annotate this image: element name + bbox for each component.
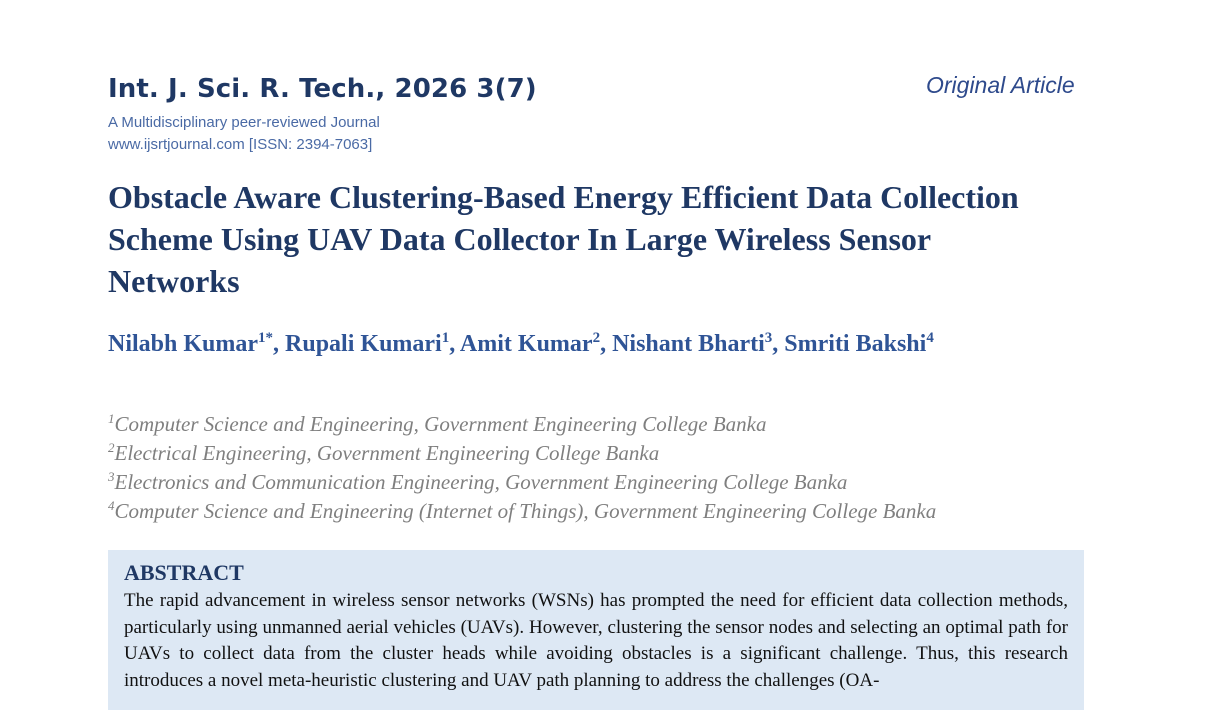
affiliation-text: Electrical Engineering, Government Engineering College Banka [114, 441, 660, 465]
author-separator: , [772, 331, 785, 357]
author-name: Nishant Bharti [612, 331, 765, 357]
author [784, 331, 934, 357]
author-affil-mark: 1 [441, 330, 450, 346]
author [285, 331, 460, 357]
author [460, 331, 612, 357]
author [108, 331, 285, 357]
affiliation-text: Computer Science and Engineering, Government Engineering College Banka [114, 412, 767, 436]
affiliation-text: Electronics and Communication Engineering, Government Engineering College Banka [114, 470, 848, 494]
affiliation-mark: 4 [108, 498, 115, 513]
article-type: Original Article [926, 72, 1075, 98]
affiliation [108, 410, 936, 439]
abstract-text: The rapid advancement in wireless sensor networks (WSNs) has prompted the need for efficient data collection methods, particularly using unmanned aerial vehicles (UAVs). However, clustering the sensor nodes and selecting an optimal path for UAVs to collect data from the cluster heads while avoiding obstacles is a significant challenge. Thus, this research introduces a novel meta-heuristic clustering and UAV path planning to address the challenges (OA- [124, 590, 1068, 691]
author-name: Smriti Bakshi [784, 331, 927, 357]
affiliation-mark: 3 [108, 469, 115, 484]
affiliation-mark: 1 [108, 411, 115, 426]
affiliation-text: Computer Science and Engineering (Internet of Things), Government Engineering College Banka [114, 499, 937, 523]
affiliation [108, 497, 936, 526]
affiliation-list [108, 410, 936, 526]
author-affil-mark: 3 [764, 330, 773, 346]
paper-title: Obstacle Aware Clustering-Based Energy Efficient Data Collection Scheme Using UAV Data Collector In Large Wireless Sensor Networks [108, 179, 1019, 299]
affiliation [108, 468, 936, 497]
journal-website: www.ijsrtjournal.com [ISSN: 2394-7063] [108, 136, 373, 153]
author-separator: , [449, 331, 460, 357]
affiliation-mark: 2 [108, 440, 115, 455]
abstract-section [108, 550, 1084, 710]
author-name: Nilabh Kumar [108, 331, 259, 357]
author-name: Rupali Kumari [285, 331, 442, 357]
author-name: Amit Kumar [459, 331, 593, 357]
author-affil-mark: 1* [258, 330, 274, 346]
author-affil-mark: 4 [926, 330, 934, 346]
abstract-heading: ABSTRACT [124, 560, 244, 585]
journal-citation: Int. J. Sci. R. Tech., 2026 3(7) [108, 74, 537, 104]
journal-tagline: A Multidisciplinary peer-reviewed Journal [108, 114, 380, 131]
author-separator: , [600, 331, 613, 357]
author-list [108, 324, 1068, 364]
author-separator: , [273, 331, 286, 357]
author-affil-mark: 2 [592, 330, 601, 346]
affiliation [108, 439, 936, 468]
author [612, 331, 784, 357]
